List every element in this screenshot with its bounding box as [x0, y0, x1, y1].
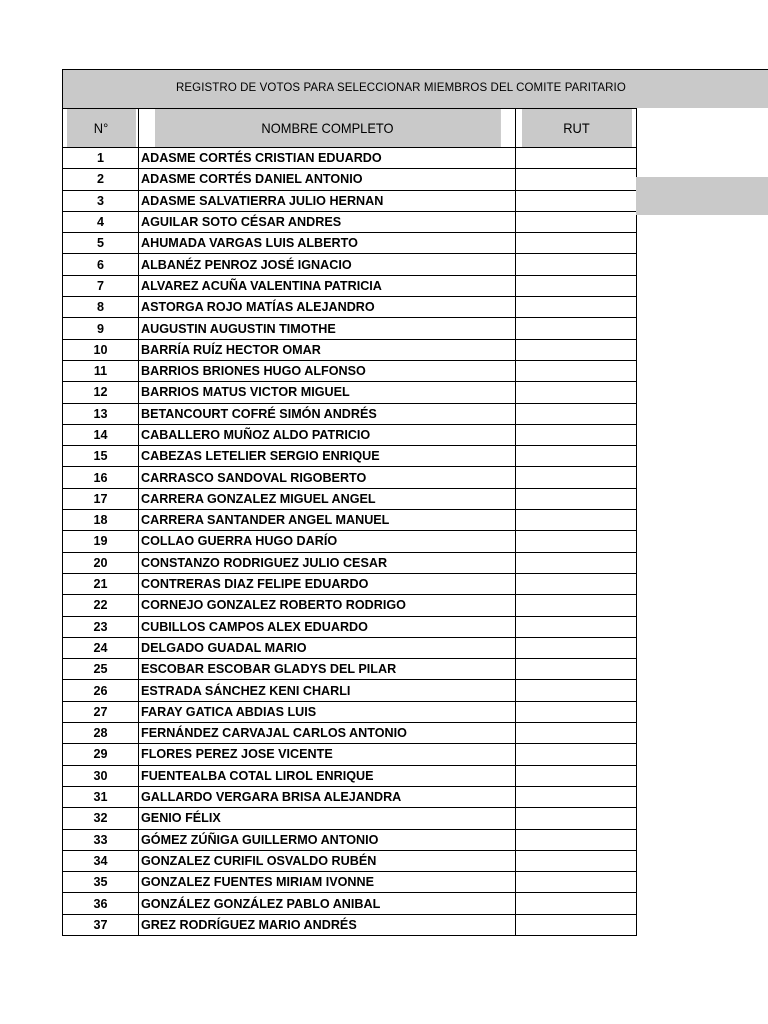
- rut-cell[interactable]: [516, 573, 637, 594]
- row-number-cell: 12: [63, 382, 139, 403]
- rut-cell[interactable]: [516, 850, 637, 871]
- rut-cell[interactable]: [516, 403, 637, 424]
- header-grey-extension: [636, 177, 768, 215]
- rut-cell[interactable]: [516, 446, 637, 467]
- full-name-cell: CONSTANZO RODRIGUEZ JULIO CESAR: [139, 552, 516, 573]
- table-row: [63, 701, 637, 722]
- row-number-cell: 2: [63, 169, 139, 190]
- full-name-cell: ADASME CORTÉS CRISTIAN EDUARDO: [139, 148, 516, 169]
- row-number-cell: 29: [63, 744, 139, 765]
- table-body: [63, 148, 637, 936]
- row-number-cell: 33: [63, 829, 139, 850]
- full-name-cell: ASTORGA ROJO MATÍAS ALEJANDRO: [139, 297, 516, 318]
- vote-register-sheet: [62, 69, 768, 936]
- full-name-cell: BARRÍA RUÍZ HECTOR OMAR: [139, 339, 516, 360]
- full-name-cell: GONZÁLEZ GONZÁLEZ PABLO ANIBAL: [139, 893, 516, 914]
- table-row: [63, 318, 637, 339]
- table-row: [63, 510, 637, 531]
- table-row: [63, 531, 637, 552]
- sheet-title: REGISTRO DE VOTOS PARA SELECCIONAR MIEMBROS DEL COMITÉ PARITARIO: [176, 82, 626, 94]
- table-row: [63, 254, 637, 275]
- full-name-cell: CORNEJO GONZALEZ ROBERTO RODRIGO: [139, 595, 516, 616]
- rut-cell[interactable]: [516, 829, 637, 850]
- row-number-cell: 32: [63, 808, 139, 829]
- full-name-cell: ESCOBAR ESCOBAR GLADYS DEL PILAR: [139, 659, 516, 680]
- rut-cell[interactable]: [516, 254, 637, 275]
- rut-cell[interactable]: [516, 275, 637, 296]
- rut-cell[interactable]: [516, 637, 637, 658]
- column-header-rut: RUT: [520, 109, 631, 148]
- rut-cell[interactable]: [516, 318, 637, 339]
- table-row: [63, 893, 637, 914]
- rut-cell[interactable]: [516, 424, 637, 445]
- row-number-cell: 31: [63, 786, 139, 807]
- row-number-cell: 1: [63, 148, 139, 169]
- rut-cell[interactable]: [516, 211, 637, 232]
- table-row: [63, 616, 637, 637]
- table-row: [63, 424, 637, 445]
- table-row: [63, 872, 637, 893]
- row-number-cell: 21: [63, 573, 139, 594]
- row-number-cell: 11: [63, 360, 139, 381]
- row-number-cell: 25: [63, 659, 139, 680]
- row-number-cell: 36: [63, 893, 139, 914]
- table-row: [63, 765, 637, 786]
- table-row: [63, 808, 637, 829]
- rut-cell[interactable]: [516, 914, 637, 935]
- table-row: [63, 744, 637, 765]
- table-row: [63, 723, 637, 744]
- table-row: [63, 573, 637, 594]
- full-name-cell: GREZ RODRÍGUEZ MARIO ANDRÉS: [139, 914, 516, 935]
- row-number-cell: 15: [63, 446, 139, 467]
- full-name-cell: ESTRADA SÁNCHEZ KENI CHARLI: [139, 680, 516, 701]
- full-name-cell: CUBILLOS CAMPOS ALEX EDUARDO: [139, 616, 516, 637]
- table-row: [63, 339, 637, 360]
- table-row: [63, 659, 637, 680]
- column-header-number: N°: [66, 109, 136, 148]
- row-number-cell: 17: [63, 488, 139, 509]
- row-number-cell: 13: [63, 403, 139, 424]
- rut-cell[interactable]: [516, 808, 637, 829]
- row-number-cell: 24: [63, 637, 139, 658]
- rut-cell[interactable]: [516, 893, 637, 914]
- rut-cell[interactable]: [516, 531, 637, 552]
- table-row: [63, 169, 637, 190]
- full-name-cell: CARRERA SANTANDER ANGEL MANUEL: [139, 510, 516, 531]
- full-name-cell: GÓMEZ ZÚÑIGA GUILLERMO ANTONIO: [139, 829, 516, 850]
- table-row: [63, 211, 637, 232]
- rut-cell[interactable]: [516, 616, 637, 637]
- row-number-cell: 22: [63, 595, 139, 616]
- row-number-cell: 26: [63, 680, 139, 701]
- full-name-cell: CABEZAS LETELIER SERGIO ENRIQUE: [139, 446, 516, 467]
- rut-cell[interactable]: [516, 872, 637, 893]
- table-row: [63, 190, 637, 211]
- row-number-cell: 28: [63, 723, 139, 744]
- rut-cell[interactable]: [516, 169, 637, 190]
- row-number-cell: 9: [63, 318, 139, 339]
- full-name-cell: FLORES PEREZ JOSE VICENTE: [139, 744, 516, 765]
- full-name-cell: CARRERA GONZALEZ MIGUEL ANGEL: [139, 488, 516, 509]
- full-name-cell: AUGUSTIN AUGUSTIN TIMOTHE: [139, 318, 516, 339]
- table-row: [63, 382, 637, 403]
- row-number-cell: 3: [63, 190, 139, 211]
- table-row: [63, 297, 637, 318]
- full-name-cell: ADASME CORTÉS DANIEL ANTONIO: [139, 169, 516, 190]
- table-row: [63, 275, 637, 296]
- rut-cell[interactable]: [516, 680, 637, 701]
- full-name-cell: DELGADO GUADAL MARIO: [139, 637, 516, 658]
- full-name-cell: BARRIOS BRIONES HUGO ALFONSO: [139, 360, 516, 381]
- row-number-cell: 35: [63, 872, 139, 893]
- rut-cell[interactable]: [516, 148, 637, 169]
- table-row: [63, 595, 637, 616]
- full-name-cell: ALVAREZ ACUÑA VALENTINA PATRICIA: [139, 275, 516, 296]
- row-number-cell: 4: [63, 211, 139, 232]
- table-header-row: [63, 109, 637, 148]
- table-row: [63, 680, 637, 701]
- row-number-cell: 27: [63, 701, 139, 722]
- table-row: [63, 786, 637, 807]
- rut-cell[interactable]: [516, 659, 637, 680]
- table-row: [63, 488, 637, 509]
- full-name-cell: BARRIOS MATUS VICTOR MIGUEL: [139, 382, 516, 403]
- full-name-cell: GONZALEZ FUENTES MIRIAM IVONNE: [139, 872, 516, 893]
- rut-cell[interactable]: [516, 786, 637, 807]
- full-name-cell: AGUILAR SOTO CÉSAR ANDRES: [139, 211, 516, 232]
- rut-cell[interactable]: [516, 765, 637, 786]
- full-name-cell: GENIO FÉLIX: [139, 808, 516, 829]
- row-number-cell: 16: [63, 467, 139, 488]
- column-header-full-name: NOMBRE COMPLETO: [154, 109, 501, 148]
- table-row: [63, 360, 637, 381]
- full-name-cell: ADASME SALVATIERRA JULIO HERNAN: [139, 190, 516, 211]
- full-name-cell: CONTRERAS DIAZ FELIPE EDUARDO: [139, 573, 516, 594]
- rut-cell[interactable]: [516, 595, 637, 616]
- row-number-cell: 20: [63, 552, 139, 573]
- table-row: [63, 552, 637, 573]
- table-row: [63, 403, 637, 424]
- full-name-cell: CABALLERO MUÑOZ ALDO PATRICIO: [139, 424, 516, 445]
- rut-cell[interactable]: [516, 467, 637, 488]
- full-name-cell: AHUMADA VARGAS LUIS ALBERTO: [139, 233, 516, 254]
- row-number-cell: 30: [63, 765, 139, 786]
- full-name-cell: GONZALEZ CURIFIL OSVALDO RUBÉN: [139, 850, 516, 871]
- rut-cell[interactable]: [516, 701, 637, 722]
- full-name-cell: FUENTEALBA COTAL LIROL ENRIQUE: [139, 765, 516, 786]
- rut-cell[interactable]: [516, 382, 637, 403]
- voters-table: [62, 108, 637, 936]
- row-number-cell: 18: [63, 510, 139, 531]
- full-name-cell: BETANCOURT COFRÉ SIMÓN ANDRÉS: [139, 403, 516, 424]
- row-number-cell: 14: [63, 424, 139, 445]
- table-row: [63, 637, 637, 658]
- rut-cell[interactable]: [516, 360, 637, 381]
- rut-cell[interactable]: [516, 510, 637, 531]
- full-name-cell: ALBANÉZ PENROZ JOSÉ IGNACIO: [139, 254, 516, 275]
- row-number-cell: 8: [63, 297, 139, 318]
- row-number-cell: 34: [63, 850, 139, 871]
- rut-cell[interactable]: [516, 552, 637, 573]
- rut-cell[interactable]: [516, 339, 637, 360]
- table-row: [63, 233, 637, 254]
- row-number-cell: 10: [63, 339, 139, 360]
- row-number-cell: 5: [63, 233, 139, 254]
- rut-cell[interactable]: [516, 723, 637, 744]
- table-row: [63, 148, 637, 169]
- rut-cell[interactable]: [516, 233, 637, 254]
- full-name-cell: FARAY GATICA ABDIAS LUIS: [139, 701, 516, 722]
- rut-cell[interactable]: [516, 297, 637, 318]
- table-row: [63, 914, 637, 935]
- rut-cell[interactable]: [516, 744, 637, 765]
- row-number-cell: 7: [63, 275, 139, 296]
- title-banner: [62, 69, 768, 108]
- rut-cell[interactable]: [516, 488, 637, 509]
- table-row: [63, 467, 637, 488]
- table-row: [63, 446, 637, 467]
- row-number-cell: 37: [63, 914, 139, 935]
- full-name-cell: FERNÁNDEZ CARVAJAL CARLOS ANTONIO: [139, 723, 516, 744]
- table-row: [63, 850, 637, 871]
- row-number-cell: 19: [63, 531, 139, 552]
- row-number-cell: 6: [63, 254, 139, 275]
- rut-cell[interactable]: [516, 190, 637, 211]
- full-name-cell: GALLARDO VERGARA BRISA ALEJANDRA: [139, 786, 516, 807]
- full-name-cell: COLLAO GUERRA HUGO DARÍO: [139, 531, 516, 552]
- row-number-cell: 23: [63, 616, 139, 637]
- full-name-cell: CARRASCO SANDOVAL RIGOBERTO: [139, 467, 516, 488]
- table-row: [63, 829, 637, 850]
